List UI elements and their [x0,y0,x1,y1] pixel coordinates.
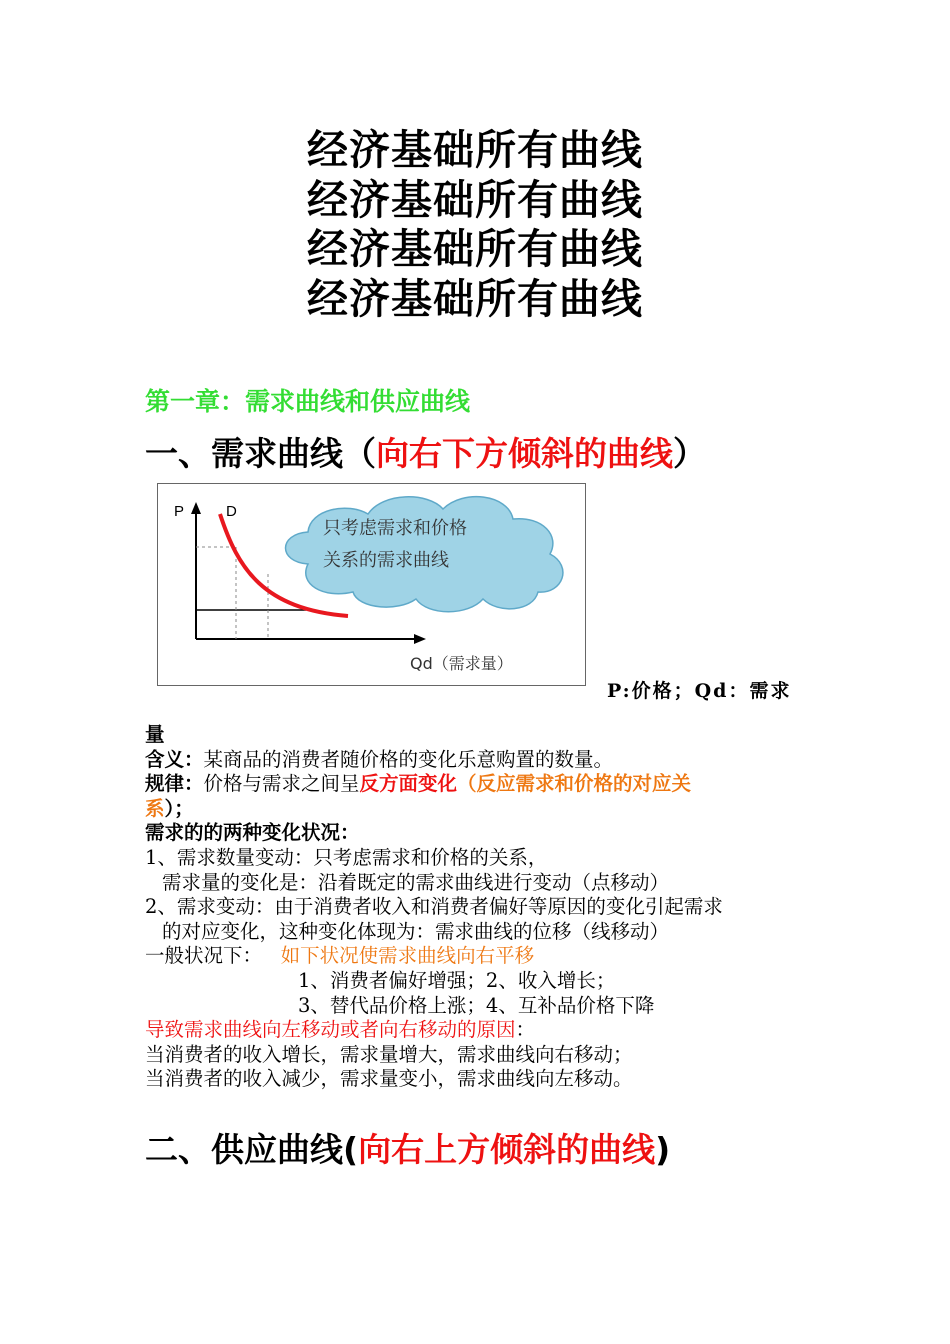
meaning-line [145,748,815,773]
chapter-heading: 第一章：需求曲线和供应曲线 [145,387,471,416]
d-curve-label: D [226,503,237,520]
heading-suffix: ） [673,434,706,473]
document-title-4: 经济基础所有曲线 [307,274,643,323]
income-decrease: 当消费者的收入减少，需求量变小，需求曲线向左移动。 [145,1067,633,1091]
rule-end: ）； [164,796,194,820]
figure-caption: P:价格；Qd：需求 [607,680,792,702]
document-title-1: 经济基础所有曲线 [307,126,643,174]
body-text [145,723,815,1092]
reason-colon: ： [515,1018,536,1042]
heading-suffix: ) [655,1130,671,1169]
rule-red: 反方面变化 [359,772,458,796]
two-changes-heading: 需求的的两种变化状况： [145,821,360,845]
heading-highlight: 向右上方倾斜的曲线 [358,1130,656,1169]
general-orange: 如下状况使需求曲线向右平移 [280,944,535,968]
p-axis-label: P [174,503,185,520]
title-block [0,126,950,324]
item-2-detail: 的对应变化，这种变化体现为：需求曲线的位移（线移动） [162,919,670,943]
reason-red: 导致需求曲线向左移动或者向右移动的原因 [145,1018,516,1042]
y-axis-arrow [191,502,201,514]
cloud-text-line2: 关系的需求曲线 [323,550,449,571]
rule-text: 价格与需求之间呈 [203,772,360,796]
meaning-label: 含义： [145,747,204,771]
rule-orange-2: 系 [145,796,165,820]
general-prefix: 一般状况下： [145,944,263,968]
document-title-3: 经济基础所有曲线 [307,225,643,273]
income-increase: 当消费者的收入增长，需求量增大，需求曲线向右移动； [145,1042,633,1066]
document-title-2: 经济基础所有曲线 [307,175,643,224]
x-axis-label: Qd（需求量） [410,654,513,673]
rule-line [145,772,815,797]
general-line [145,944,815,969]
heading-prefix: 二、供应曲线( [145,1130,359,1169]
item-2: 2、需求变动：由于消费者收入和消费者偏好等原因的变化引起需求 [145,895,723,919]
section-heading-supply [145,1124,670,1171]
condition-1: 1、消费者偏好增强；2、收入增长； [298,968,616,992]
condition-2: 3、替代品价格上涨；4、互补品价格下降 [298,993,655,1017]
meaning-text: 某商品的消费者随价格的变化乐意购置的数量。 [203,747,614,771]
rule-orange: （反应需求和价格的对应关 [457,772,692,796]
item-1: 1、需求数量变动：只考虑需求和价格的关系， [145,845,548,869]
rule-label: 规律： [145,772,204,796]
heading-highlight: 向右下方倾斜的曲线 [376,434,673,473]
heading-prefix: 一、需求曲线（ [145,434,376,473]
section-heading-demand [145,428,706,475]
x-axis-arrow [414,634,426,644]
reason-line [145,1018,815,1043]
demand-curve-diagram [158,484,585,685]
caption-continuation: 量 [145,723,165,746]
demand-curve-figure [157,483,586,686]
cloud-text-line1: 只考虑需求和价格 [323,518,467,539]
item-1-detail: 需求量的变化是：沿着既定的需求曲线进行变动（点移动） [162,870,670,894]
rule-line-2 [145,797,815,822]
